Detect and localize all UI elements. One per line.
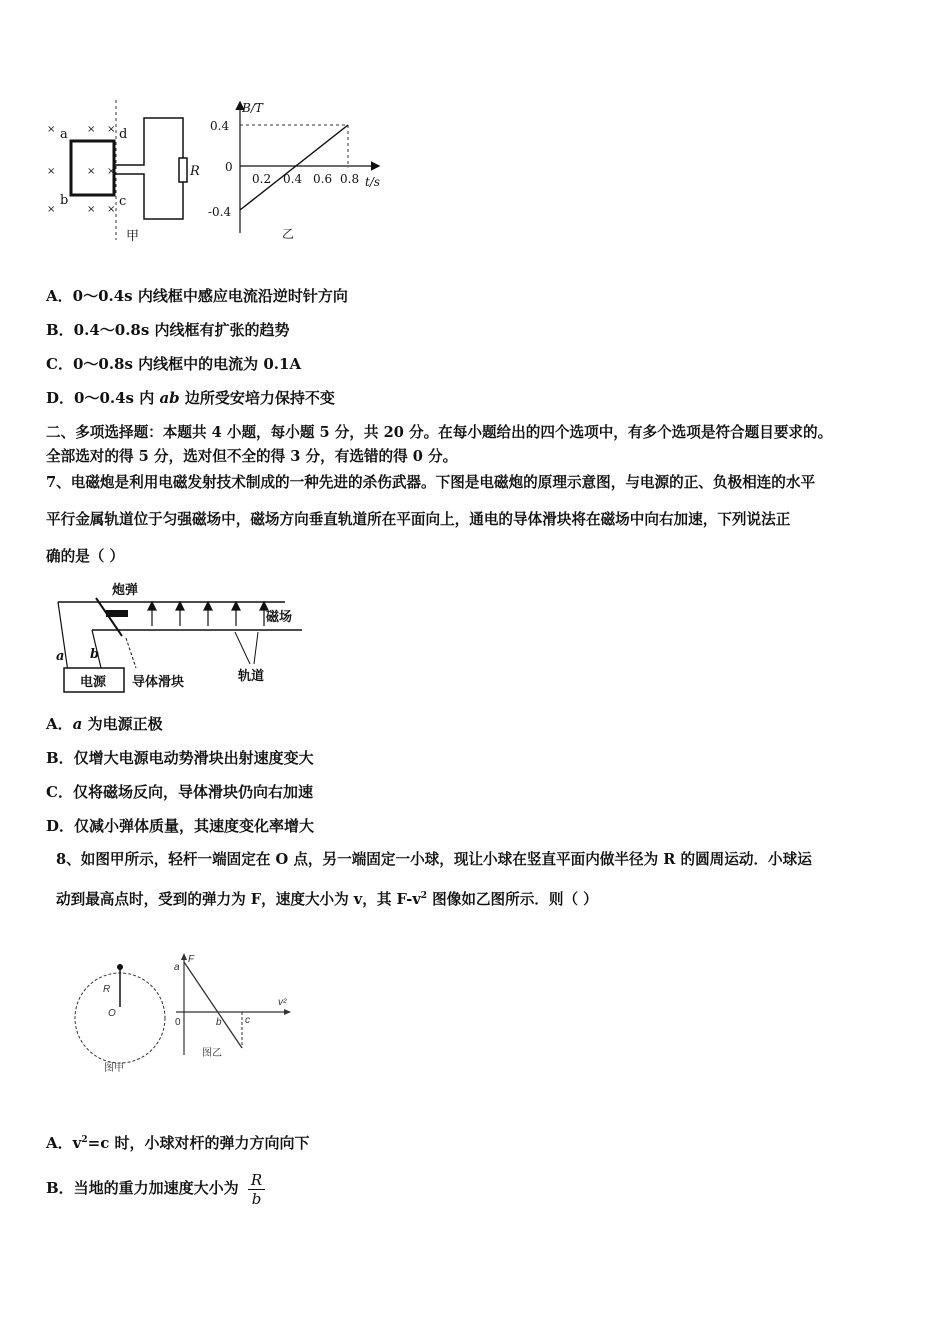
q7-option-d: D．仅减小弹体质量，其速度变化率增大 [46,817,315,835]
svg-text:×: × [87,166,96,177]
q6-option-c: C．0～0.8s 内线框中的电流为 0.1A [46,355,302,373]
label-a: a [60,127,68,142]
label-d: d [119,127,128,142]
q8-option-b: B．当地的重力加速度大小为 $\frac{R}{b}$ [46,1168,265,1208]
caption-jia: 甲 [126,229,140,244]
y-axis-label: B/T [242,101,263,115]
xtick-0.8: 0.8 [340,172,360,186]
caption-yi: 乙 [282,227,295,241]
xtick-0.6: 0.6 [313,172,333,186]
q7-option-b: B．仅增大电源电动势滑块出射速度变大 [46,749,314,767]
x-axis-label: t/s [365,175,381,189]
svg-text:×: × [107,124,116,135]
f-v2-line [184,962,242,1048]
label-v2: v² [278,997,287,1008]
q6-option-b: B．0.4～0.8s 内线框有扩张的趋势 [46,321,290,339]
q8-stem-line1: 8、如图甲所示，轻杆一端固定在 O 点，另一端固定一小球，现让小球在竖直平面内做半径为 R 的圆周运动．小球运 [56,851,812,868]
label-slider: 导体滑块 [132,675,185,690]
label-shell: 炮弹 [112,583,139,598]
xtick-0.2: 0.2 [252,172,272,186]
svg-text:×: × [47,204,56,215]
label-c: c [119,194,127,209]
projectile [106,610,128,617]
label-a: a [174,962,180,973]
fraction-r-over-b: $\frac{R}{b}$ [248,1171,265,1208]
field-arrows [148,602,268,626]
q7-option-c: C．仅将磁场反向，导体滑块仍向右加速 [46,783,313,801]
caption-jia: 图甲 [104,1063,124,1074]
ytick-0: 0 [225,160,233,174]
svg-text:×: × [47,166,56,177]
q6-option-d: D．0～0.4s 内 ab 边所受安培力保持不变 [46,389,335,407]
magnetic-field-crosses [47,124,115,215]
label-c: c [245,1015,250,1026]
q7-stem-line3: 确的是（ ） [46,548,125,565]
q6-option-a: A．0～0.4s 内线框中感应电流沿逆时针方向 [46,287,348,305]
figure-circle-motion [72,950,182,1075]
q7-option-a: A．a 为电源正极 [46,715,163,733]
label-b: b [216,1017,222,1028]
section2-heading-line2: 全部选对的得 5 分，选对但不全的得 3 分，有选错的得 0 分。 [46,448,458,465]
svg-text:×: × [87,204,96,215]
ball [117,964,123,970]
label-o: O [108,1008,116,1019]
label-rail: 轨道 [238,669,265,684]
ytick-0.4: 0.4 [210,119,230,133]
svg-text:×: × [47,124,56,135]
q7-stem-line2: 平行金属轨道位于匀强磁场中，磁场方向垂直轨道所在平面向上，通电的导体滑块将在磁场中向右加速，下列说法正 [46,511,791,528]
label-r: R [190,164,200,179]
label-b: b [90,647,100,662]
resistor [179,158,187,182]
label-origin: 0 [175,1017,181,1028]
label-a: a [56,649,65,664]
q8-stem-line2: 动到最高点时，受到的弹力为 F，速度大小为 v，其 $F-v^2$ 图像如乙图所示．则（ ） [56,890,598,908]
q7-stem-line1: 7、电磁炮是利用电磁发射技术制成的一种先进的杀伤武器。下图是电磁炮的原理示意图，与电源的正、负极相连的水平 [46,474,816,491]
label-b: b [60,193,69,208]
q8-option-a: A．$v^2=c$ 时，小球对杆的弹力方向向下 [46,1134,310,1152]
svg-text:×: × [87,124,96,135]
section2-heading-line1: 二、多项选择题：本题共 4 小题，每小题 5 分，共 20 分。在每小题给出的四个选项中，有多个选项是符合题目要求的。 [46,424,833,441]
figure-jia-circuit [40,98,210,246]
caption-yi: 图乙 [202,1048,222,1059]
label-r: R [103,984,111,995]
svg-text:×: × [107,204,116,215]
label-f: F [188,954,195,965]
series-line-b [240,125,348,210]
xtick-0.4: 0.4 [283,172,303,186]
label-power: 电源 [80,675,107,690]
svg-text:×: × [107,166,116,177]
figure-yi-b-t-chart [200,98,390,246]
label-field: 磁场 [266,610,293,625]
figure-railgun [50,580,310,695]
figure-f-v2-graph [170,950,300,1065]
ytick-neg-0.4: -0.4 [208,205,232,219]
